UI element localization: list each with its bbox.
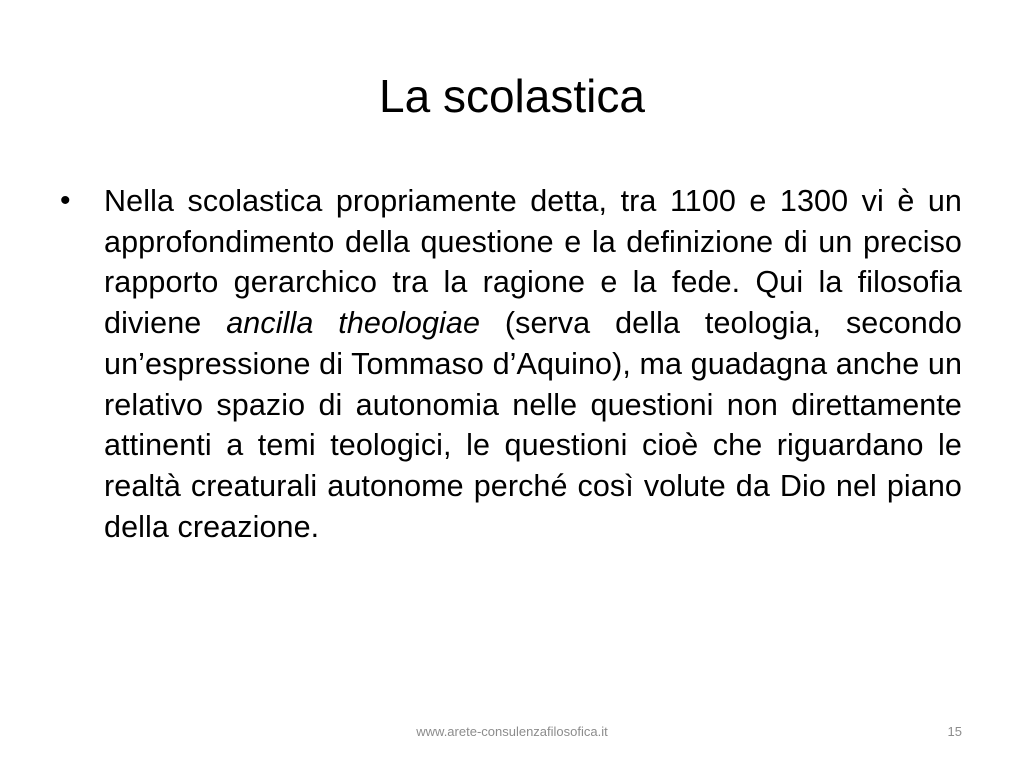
bullet-icon: • xyxy=(60,184,71,217)
paragraph-text-part-1: Nella scolastica propriamente detta, tra 1100 e 1300 vi è un approfondimento della questione e la definizione di un preciso rapporto gerarchico tra la ragione e la fede. Qui la filosofia diviene xyxy=(104,184,962,341)
footer-url: www.arete-consulenzafilosofica.it xyxy=(416,724,608,739)
slide-body xyxy=(58,181,962,547)
slide-title: La scolastica xyxy=(379,70,645,122)
page-number: 15 xyxy=(947,724,962,739)
bullet-paragraph xyxy=(104,181,962,547)
paragraph-text-part-2: (serva della teologia, secondo un’espressione di Tommaso d’Aquino), ma guadagna anche un relativo spazio di autonomia nelle questioni non direttamente attinenti a temi teologici, le questioni cioè che riguardano le realtà creaturali autonome perché così volute da Dio nel piano della creazione. xyxy=(104,306,963,544)
bullet-item xyxy=(58,181,962,547)
paragraph-italic-phrase: ancilla theologiae xyxy=(226,306,481,341)
